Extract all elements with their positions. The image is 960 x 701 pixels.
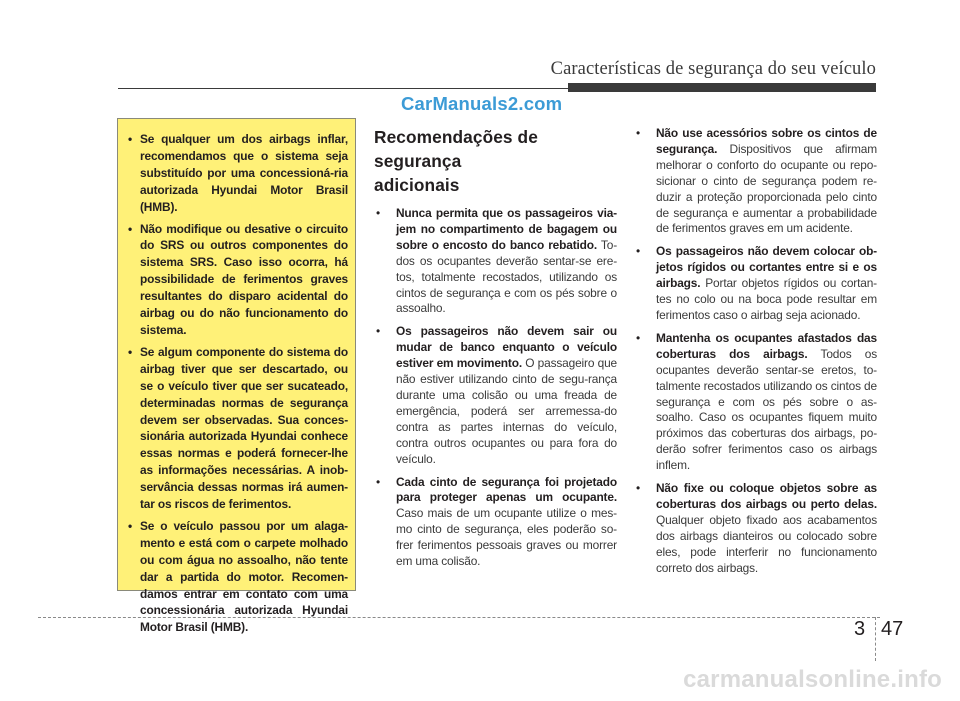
item-lead: Nunca permita que os passageiros via-jem no compartimento de bagagem ou sobre o encosto do banco rebatido.: [396, 206, 617, 252]
header-rule-thin: [118, 88, 568, 89]
item-lead: Não fixe ou coloque objetos sobre as coberturas dos airbags ou perto delas.: [656, 481, 877, 511]
header-rule-thick: [568, 83, 876, 92]
list-item: [634, 481, 877, 576]
middle-column: [374, 125, 617, 577]
chapter-number: 3: [854, 618, 866, 640]
page-header-title: Características de segurança do seu veículo: [550, 59, 876, 79]
warning-item: • Se algum componente do sistema do airbag tiver que ser descartado, ou se o veículo tiver que ser sucateado, determinadas normas de segurança devem ser observadas. Sua conces-sionária autorizada Hyundai conhece essas normas e poderá fornecer-lhe as informações necessárias. A inob-servância dessas normas irá aumen-tar os riscos de ferimentos.: [126, 344, 348, 513]
item-lead: Os passageiros não devem sair ou mudar de banco enquanto o veículo estiver em movimento.: [396, 324, 617, 371]
watermark-bottom: carmanualsonline.info: [683, 666, 942, 693]
section-title-line1: Recomendações de segurança: [374, 127, 538, 171]
item-text: Portar objetos rígidos ou cortan-tes no colo ou na boca pode resultar em ferimentos caso o airbag seja acionado.: [656, 276, 877, 322]
item-lead: Mantenha os ocupantes afastados das coberturas dos airbags.: [656, 330, 877, 361]
list-item: [374, 206, 617, 317]
list-item: [374, 324, 617, 467]
footer-rule: [38, 617, 880, 618]
item-text: To-dos os ocupantes deverão sentar-se ere-tos, totalmente recostados, utilizando os cintos de segurança e com os pés sobre o assoalho.: [396, 237, 617, 316]
item-text: O passageiro que não estiver utilizando cinto de segu-rança durante uma colisão ou uma freada de emergência, poderá ser arremessa-do contra as partes internas do veículo, contra outros ocupantes ou para fora do veículo.: [396, 356, 617, 466]
list-item: [374, 475, 617, 570]
list-item: [634, 244, 877, 324]
section-title-line2: adicionais: [374, 175, 460, 195]
item-lead: Não use acessórios sobre os cintos de segurança.: [656, 126, 877, 156]
warning-item: • Se o veículo passou por um alaga-mento e está com o carpete molhado ou com água no assoalho, não tente dar a partida do motor. Recomen-damos entrar em contato com uma concessionária autorizada Hyundai Motor Brasil (HMB).: [126, 518, 348, 636]
page-number: 47: [881, 618, 904, 640]
section-title: [374, 125, 617, 197]
warning-item: • Se qualquer um dos airbags inflar, recomendamos que o sistema seja substituído por uma concessioná-ria autorizada Hyundai Motor Brasil (HMB).: [126, 131, 348, 216]
item-lead: Cada cinto de segurança foi projetado para proteger apenas um ocupante.: [396, 474, 617, 505]
warning-box: [117, 118, 356, 635]
item-text: Caso mais de um ocupante utilize o mes-mo cinto de segurança, eles poderão so-frer ferimentos pessoais graves ou morrer em uma colisão.: [396, 506, 617, 569]
list-item: [634, 126, 877, 237]
footer-vertical-rule: [875, 617, 876, 661]
list-item: [634, 331, 877, 474]
warning-item: • Não modifique ou desative o circuito do SRS ou outros componentes do sistema SRS. Caso isso ocorra, há possibilidade de ferimentos graves resultantes do disparo acidental do airbag ou do não funcionamento do sistema.: [126, 221, 348, 339]
item-text: Dispositivos que afirmam melhorar o conforto do ocupante ou repo-sicionar o cinto de segurança podem re-duzir a proteção proporcionada pelo cinto de segurança e aumentar a probabilidade de ferimentos graves em um acidente.: [656, 141, 877, 236]
item-text: Todos os ocupantes deverão sentar-se eretos, to-talmente recostados utilizando os cintos de segurança e com os pés sobre o as-soalho. Caso os ocupantes fiquem muito próximos das coberturas dos airbags, po-derão sofrer ferimentos caso os airbags inflem.: [656, 346, 877, 473]
right-column: [634, 126, 877, 583]
watermark-top: CarManuals2.com: [401, 93, 563, 114]
item-lead: Os passageiros não devem colocar ob-jetos rígidos ou cortantes entre si e os airbags.: [656, 244, 877, 291]
item-text: Qualquer objeto fixado aos acabamentos dos airbags dianteiros ou colocado sobre eles, pode interferir no funcionamento correto dos airbags.: [656, 512, 877, 575]
